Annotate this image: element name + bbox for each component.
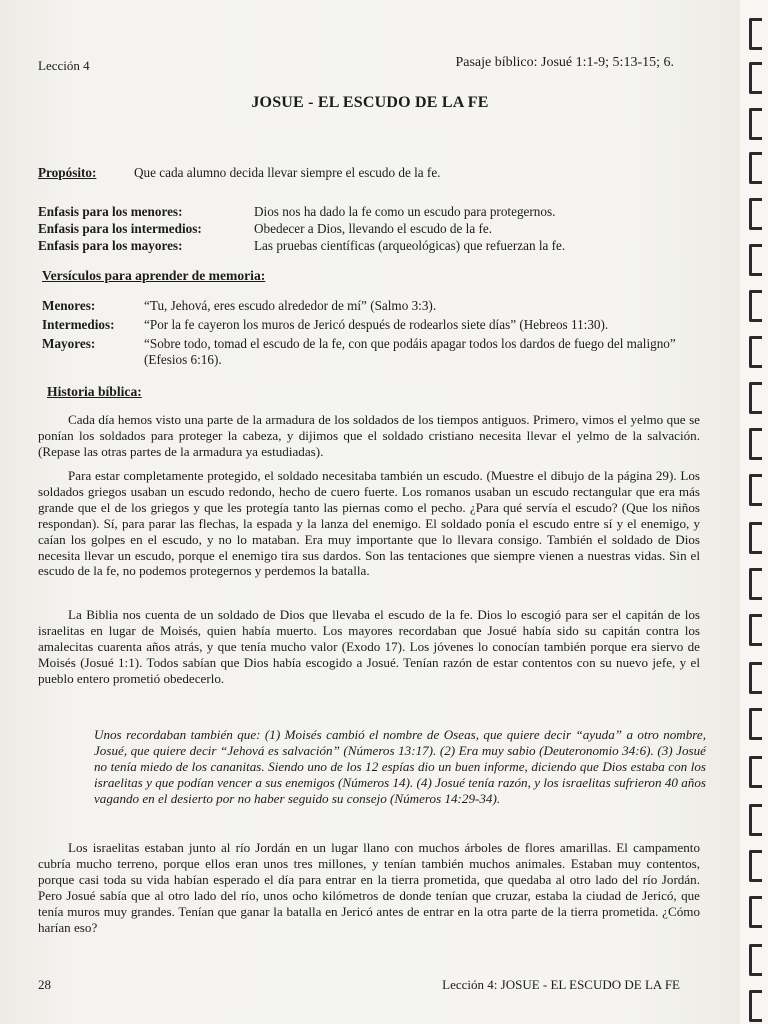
binding-ring	[749, 62, 762, 94]
lesson-label: Lección 4	[38, 58, 90, 73]
page-number: 28	[38, 977, 51, 992]
binding-ring	[749, 290, 762, 322]
binding-ring	[749, 756, 762, 788]
story-paragraph-1: Cada día hemos visto una parte de la armadura de los soldados de los tiempos antiguos. Primero, vimos el yelmo que se ponían los soldados para proteger la cabeza, y dijimos que el soldado cristiano necesita llevar el yelmo de la salvación. (Repase las otras partes de la armadura ya estudiadas).	[38, 412, 700, 459]
emphasis-seniors-text: Las pruebas científicas (arqueológicas) que refuerzan la fe.	[254, 238, 566, 253]
verse-minors-label: Menores:	[42, 298, 96, 313]
spiral-binding	[740, 0, 768, 1024]
binding-ring	[749, 944, 762, 976]
binding-ring	[749, 198, 762, 230]
verses-heading: Versículos para aprender de memoria:	[42, 268, 266, 283]
italic-note: Unos recordaban también que: (1) Moisés cambió el nombre de Oseas, que quiere decir “ayuda” a otro nombre, Josué, que quiere decir “Jehová es salvación” (Números 13:17). (2) Era muy sabio (Deuteronomio 34:6). (3) Josué no tenía miedo de los cananitas. Siendo uno de los 12 espías dio un buen informe, diciendo que Dios estaba con los israelitas y que podían vencer a sus enemigos (Números 14). (4) Josué tenía razón, y los israelitas sufrieron 40 años vagando en el desierto por no haber seguido su consejo (Números 14:29-34).	[94, 727, 706, 806]
binding-ring	[749, 568, 762, 600]
binding-ring	[749, 990, 762, 1022]
story-paragraph-3: La Biblia nos cuenta de un soldado de Dios que llevaba el escudo de la fe. Dios lo escogió para ser el capitán de los israelitas en lugar de Moisés, quien había muerto. Los mayores recordaban que Josué había sido su capitán contra los amalecitas cuarenta años atrás, y que tenía mucho valor (Exodo 17). Los jóvenes lo conocían también porque era siervo de Moisés (Josué 1:1). Todos sabían que Dios había escogido a Josué. Tenían razón de estar contentos con su nuevo jefe, y el pueblo entero prometió obedecerlo.	[38, 607, 700, 686]
emphasis-intermediates-label: Enfasis para los intermedios:	[38, 221, 202, 236]
binding-ring	[749, 522, 762, 554]
binding-ring	[749, 662, 762, 694]
binding-ring	[749, 896, 762, 928]
page-title: JOSUE - EL ESCUDO DE LA FE	[251, 94, 489, 111]
verse-seniors-text: “Sobre todo, tomad el escudo de la fe, con que podáis apagar todos los dardos de fuego del maligno” (Efesios 6:16).	[144, 336, 676, 367]
purpose-label: Propósito:	[38, 165, 97, 180]
binding-ring	[749, 336, 762, 368]
story-paragraph-2: Para estar completamente protegido, el soldado necesitaba también un escudo. (Muestre el dibujo de la página 29). Los soldados griegos usaban un escudo redondo, hecho de cuero fuerte. Los romanos usaban un escudo rectangular que era más grande que el de los griegos y que les protegía tanto las piernas como el pecho. ¿Para qué servía el escudo? (Que los niños respondan). Sí, para parar las flechas, la espada y la lanza del enemigo. El soldado ponía el escudo entre sí y el enemigo, y caían los golpes en el escudo, y no lo mataban. Era muy importante que lo llevara consigo. También el soldado de Dios necesita llevar un escudo, porque el enemigo tira sus dardos. Son las tentaciones que siempre vienen a nuestras vidas. Sin el escudo de la fe, no podemos protegernos y perdemos la batalla.	[38, 468, 700, 579]
verse-seniors-label: Mayores:	[42, 336, 96, 351]
emphasis-intermediates-text: Obedecer a Dios, llevando el escudo de la fe.	[254, 221, 493, 236]
purpose-row	[38, 165, 96, 181]
binding-ring	[749, 382, 762, 414]
verse-intermediates-label: Intermedios:	[42, 317, 115, 332]
verse-intermediates-text: “Por la fe cayeron los muros de Jericó después de rodearlos siete días” (Hebreos 11:30).	[144, 317, 609, 332]
running-footer-title: Lección 4: JOSUE - EL ESCUDO DE LA FE	[442, 977, 680, 992]
binding-ring	[749, 428, 762, 460]
binding-ring	[749, 804, 762, 836]
binding-ring	[749, 18, 762, 50]
binding-ring	[749, 614, 762, 646]
emphasis-minors-label: Enfasis para los menores:	[38, 204, 183, 219]
binding-ring	[749, 708, 762, 740]
verse-minors-text: “Tu, Jehová, eres escudo alrededor de mí” (Salmo 3:3).	[144, 298, 437, 313]
emphasis-minors-text: Dios nos ha dado la fe como un escudo para protegernos.	[254, 204, 556, 219]
story-paragraph-4: Los israelitas estaban junto al río Jordán en un lugar llano con muchos árboles de flores amarillas. El campamento cubría mucho terreno, porque ellos eran unos tres millones, y tenían también muchos animales. Estaban muy contentos, porque casi toda su vida habían esperado el día para entrar en la tierra prometida, que quedaba al otro lado del río Jordán. Pero Josué sabía que al otro lado del río, unos ocho kilómetros de donde tenían que cruzar, estaba la ciudad de Jericó, que tenía muros muy grandes. Tenían que ganar la batalla en Jericó antes de entrar en la otra parte de la tierra prometida. ¿Cómo harían eso?	[38, 840, 700, 935]
binding-ring	[749, 244, 762, 276]
bible-passage: Pasaje bíblico: Josué 1:1-9; 5:13-15; 6.	[455, 55, 674, 70]
binding-ring	[749, 474, 762, 506]
purpose-text: Que cada alumno decida llevar siempre el escudo de la fe.	[134, 165, 441, 180]
binding-ring	[749, 850, 762, 882]
history-heading: Historia bíblica:	[47, 384, 142, 399]
binding-ring	[749, 152, 762, 184]
emphasis-seniors-label: Enfasis para los mayores:	[38, 238, 183, 253]
binding-ring	[749, 108, 762, 140]
